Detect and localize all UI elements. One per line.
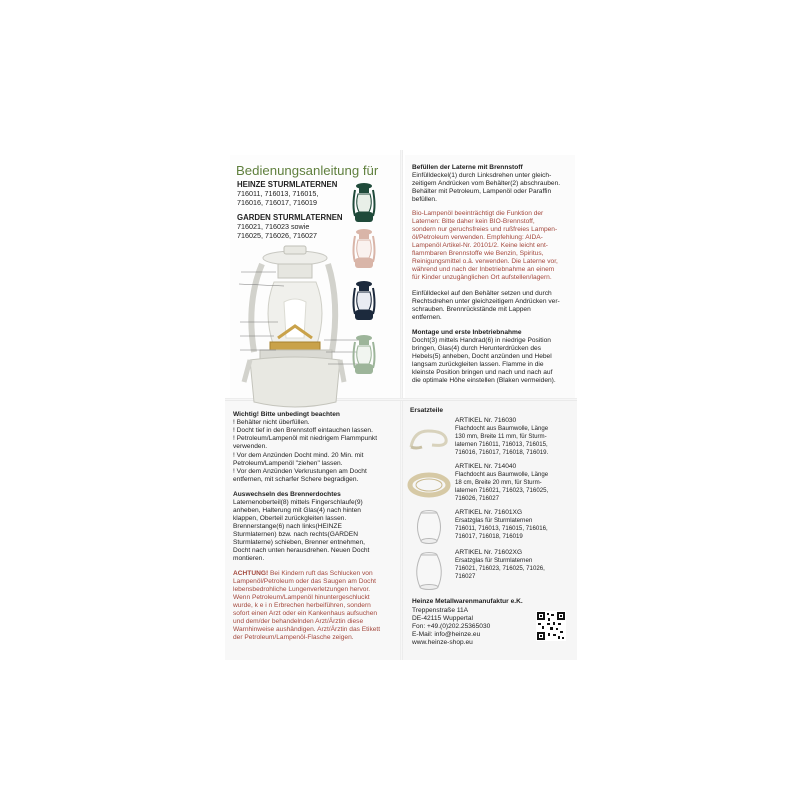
replace-line: Sturmlaterne) schieben, Brenner entnehmen, [233, 539, 365, 546]
page-title: Bedienungsanleitung für [236, 163, 379, 178]
caution-lead: ACHTUNG! [233, 570, 269, 577]
important-line: entfernen, mit scharfer Schere begradigen. [233, 476, 359, 483]
part-line: 716026, 716027 [455, 495, 500, 502]
caution-line: sofort einen Arzt oder ein Kankenhaus aufsuchen [233, 610, 378, 617]
part-line: laternen 716011, 716013, 716015, [455, 441, 548, 448]
mount-heading: Montage und erste Inbetriebnahme [412, 329, 522, 336]
caution-line: Wenn Petroleum/Lampenöl hinuntergeschluckt [233, 594, 370, 601]
mount-line: die optimale Höhe einstellen (Blaken vermeiden). [412, 377, 556, 384]
part-line: laternen 716021, 716023, 716025, [455, 487, 549, 494]
fill-warning-line: während und nach der Inbetriebnahme an einem [412, 266, 555, 273]
caution-line-first [233, 570, 373, 578]
replace-line: Docht nach unten herausdrehen. Neuen Docht [233, 547, 370, 554]
qr-code-icon [536, 611, 566, 641]
important-line: ! Behälter nicht überfüllen. [233, 419, 310, 426]
replace-heading: Auswechseln des Brennerdochtes [233, 491, 341, 498]
replace-line: montieren. [233, 555, 265, 562]
lantern-navy-icon [352, 280, 376, 322]
mount-line: langsam zurückgleiten lassen. Flamme in die [412, 361, 544, 368]
caution-line: lebensbedrohliche Lungenverletzungen hervor. [233, 586, 371, 593]
fill-line-2: Einfülldeckel auf den Behälter setzen und durch [412, 290, 552, 297]
mount-line: kleinste Position bringen und nach und nach auf [412, 369, 553, 376]
caution-line: und dem/der behandelnden Arzt/Ärztin diese [233, 618, 364, 625]
wick-large-icon [407, 469, 451, 501]
fill-warning-line: Lampenöl Artikel-Nr. 20101/2. Keine leicht ent- [412, 242, 548, 249]
caution-line: Warnhinweise aushändigen. Arzt/Ärztin das Etikett [233, 626, 381, 633]
heinze-line-2: 716016, 716017, 716019 [237, 198, 317, 207]
fill-warning-line: Laternen: Bitte daher kein BIO-Brennstoff, [412, 218, 535, 225]
fill-line-2: schrauben. Brennrückstände mit Lappen [412, 306, 531, 313]
part-line: 716027 [455, 573, 476, 580]
part-line: 130 mm, Breite 11 mm, für Sturm- [455, 433, 547, 440]
fill-heading: Befüllen der Laterne mit Brennstoff [412, 164, 523, 171]
parts-heading: Ersatzteile [410, 407, 443, 414]
replace-line: Laternenoberteil(8) mittels Fingerschlaufe(9) [233, 499, 363, 506]
heinze-line-1: 716011, 716013, 716015, [237, 189, 319, 198]
caution-line: der Petroleum/Lampenöl-Flasche zeigen. [233, 634, 354, 641]
fill-warning-line: öl/Petroleum verwenden. Empfehlung: AIDA- [412, 234, 543, 241]
important-heading: Wichtig! Bitte unbedingt beachten [233, 411, 340, 418]
replace-line: klappen, Oberteil zurückgleiten lassen. [233, 515, 347, 522]
important-line: ! Vor dem Anzünden Verkrustungen am Docht [233, 468, 367, 475]
important-line: verwenden. [233, 443, 268, 450]
fill-line: Behälter mit Petroleum, Lampenöl oder Paraffin [412, 188, 552, 195]
fill-warning-line: für Kinder unzugänglichen Ort aufstellen/lagern. [412, 274, 552, 281]
fill-line: Einfülldeckel(1) durch Linksdrehen unter gleich- [412, 172, 552, 179]
part-line: 716017, 716018, 716019 [455, 533, 523, 540]
garden-heading: GARDEN STURMLATERNEN [237, 213, 343, 222]
replace-line: anheben, Halterung mit Glas(4) nach hinten [233, 507, 361, 514]
company-line: Treppenstraße 11A [412, 607, 469, 614]
caution-line: wurde, k e i n Erbrechen herbeiführen, sondern [233, 602, 371, 609]
company-line: Fon: +49.(0)202.25365030 [412, 623, 491, 630]
part-line: 716011, 716013, 716015, 716016, [455, 525, 548, 532]
garden-line-1: 716021, 716023 sowie [237, 222, 310, 231]
fill-warning-line: Bio-Lampenöl beeinträchtigt die Funktion der [412, 210, 544, 217]
lantern-pink-icon [352, 228, 376, 270]
fill-line: zeitigem Andrücken vom Behälter(2) abschrauben. [412, 180, 561, 187]
fill-warning-line: sondern nur geruchsfreies und rußfreies Lampen- [412, 226, 558, 233]
part-line: 716021, 716023, 716025, 71026, [455, 565, 545, 572]
lantern-sage-icon [352, 334, 376, 376]
wick-small-icon [408, 423, 450, 453]
mount-line: Hebels(5) anheben, Docht anzünden und Hebel [412, 353, 552, 360]
important-line: Petroleum/Lampenöl "ziehen" lassen. [233, 460, 343, 467]
company-website-link[interactable]: www.heinze-shop.eu [412, 639, 473, 646]
replace-line: Sturmlaternen) bzw. nach rechts(GARDEN [233, 531, 358, 538]
glass-small-icon [414, 509, 444, 545]
part-line: 18 cm, Breite 20 mm, für Sturm- [455, 479, 542, 486]
glass-large-icon [413, 551, 445, 591]
replace-line: Brennerstange(6) nach links(HEINZE [233, 523, 342, 530]
lantern-green-icon [352, 182, 376, 224]
mount-line: Docht(3) mittels Handrad(6) in niedrige Position [412, 337, 551, 344]
part-line: Flachdocht aus Baumwolle, Länge [455, 471, 549, 478]
part-line: Ersatzglas für Sturmlaternen [455, 557, 533, 564]
mount-line: bringen, Glas(4) durch Herunterdrücken des [412, 345, 542, 352]
caution-line: Lampenöl/Petroleum oder das Saugen am Docht [233, 578, 376, 585]
fill-warning-line: flammbaren Brennstoffe wie Benzin, Spiritus, [412, 250, 544, 257]
vertical-fold [400, 150, 403, 660]
fill-warning-line: Reinigungsmittel o.ä. verwenden. Die Laterne vor, [412, 258, 558, 265]
important-line: ! Vor dem Anzünden Docht mind. 20 Min. mit [233, 452, 364, 459]
part-line: ARTIKEL Nr. 71602XG [455, 549, 523, 556]
part-line: ARTIKEL Nr. 716030 [455, 417, 517, 424]
company-line: E-Mail: info@heinze.eu [412, 631, 481, 638]
heinze-heading: HEINZE STURMLATERNEN [237, 180, 338, 189]
caution-first-rest: Bei Kindern ruft das Schlucken von [268, 570, 373, 577]
part-line: Flachdocht aus Baumwolle, Länge [455, 425, 549, 432]
part-line: 716016, 716017, 716018, 716019. [455, 449, 549, 456]
important-line: ! Docht tief in den Brennstoff eintauchen lassen. [233, 427, 373, 434]
part-line: Ersatzglas für Sturmlaternen [455, 517, 533, 524]
company-line: DE-42115 Wuppertal [412, 615, 473, 622]
fill-line-2: entfernen. [412, 314, 442, 321]
fill-line: befüllen. [412, 196, 437, 203]
company-name: Heinze Metallwarenmanufaktur e.K. [412, 598, 523, 605]
fill-line-2: Rechtsdrehen unter gleichzeitigem Andrücken ver- [412, 298, 560, 305]
part-line: ARTIKEL Nr. 71601XG [455, 509, 523, 516]
garden-line-2: 716025, 716026, 716027 [237, 231, 317, 240]
important-line: ! Petroleum/Lampenöl mit niedrigem Flammpunkt [233, 435, 378, 442]
part-line: ARTIKEL Nr. 714040 [455, 463, 517, 470]
